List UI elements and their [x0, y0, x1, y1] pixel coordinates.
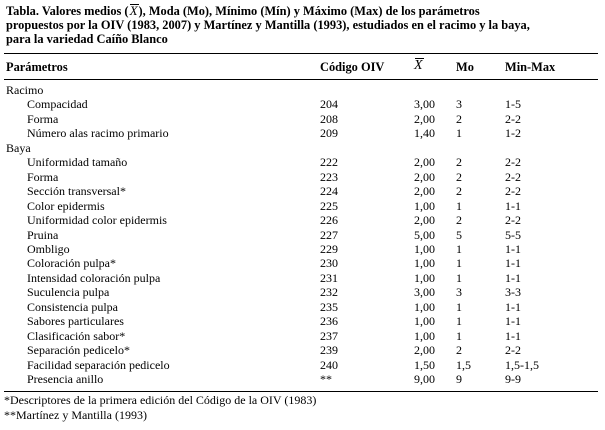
cell-mo: 1 [456, 241, 462, 256]
cell-parametro: Número alas racimo primario [27, 126, 169, 141]
header-bottom-rule [4, 79, 598, 80]
cell-parametro: Sabores particulares [27, 314, 124, 329]
cell-min-max: 9-9 [505, 372, 521, 386]
cell-codigo-oiv: ** [320, 372, 332, 386]
cell-min-max: 5-5 [505, 227, 521, 242]
cell-mean: 1,00 [414, 198, 435, 213]
cell-codigo-oiv: 232 [320, 285, 338, 300]
table-row [0, 372, 605, 386]
table-row [0, 97, 605, 111]
cell-min-max: 1-1 [505, 314, 521, 329]
table-row [0, 213, 605, 227]
cell-mo: 2 [456, 111, 462, 126]
cell-mo: 1 [456, 314, 462, 329]
cell-parametro: Intensidad coloración pulpa [27, 270, 161, 285]
cell-mean: 1,00 [414, 299, 435, 314]
footnote-1: *Descriptores de la primera edición del Código de la OIV (1983) [4, 393, 317, 407]
cell-mo: 5 [456, 227, 462, 242]
cell-parametro: Ombligo [27, 241, 70, 256]
caption-line-2: propuestos por la OIV (1983, 2007) y Martínez y Mantilla (1993), estudiados en el racimo y la baya, [6, 18, 530, 33]
caption-text-b: ), Moda (Mo), Mínimo (Mín) y Máximo (Max) de los parámetros [138, 4, 480, 18]
cell-codigo-oiv: 227 [320, 227, 338, 242]
cell-mo: 1 [456, 270, 462, 285]
cell-mean: 5,00 [414, 227, 435, 242]
cell-codigo-oiv: 208 [320, 111, 338, 126]
cell-codigo-oiv: 229 [320, 241, 338, 256]
cell-codigo-oiv: 239 [320, 343, 338, 358]
mean-symbol: X [129, 3, 138, 18]
cell-mo: 2 [456, 184, 462, 199]
table-row [0, 242, 605, 256]
cell-codigo-oiv: 231 [320, 270, 338, 285]
cell-codigo-oiv: 223 [320, 169, 338, 184]
cell-parametro: Compacidad [27, 97, 88, 112]
cell-mo: 1 [456, 126, 462, 141]
cell-min-max: 1,5-1,5 [505, 357, 539, 372]
cell-mean: 1,00 [414, 314, 435, 329]
table-row [0, 285, 605, 299]
header-codigo-oiv: Código OIV [320, 60, 385, 74]
cell-mo: 1 [456, 256, 462, 271]
cell-mo: 1 [456, 299, 462, 314]
header-mean-symbol: X [414, 58, 423, 73]
cell-mean: 2,00 [414, 169, 435, 184]
cell-mo: 2 [456, 155, 462, 170]
cell-mean: 1,40 [414, 126, 435, 141]
cell-mo: 2 [456, 213, 462, 228]
table-row [0, 358, 605, 372]
cell-mo: 2 [456, 169, 462, 184]
group-label: Baya [6, 140, 31, 155]
cell-codigo-oiv: 237 [320, 328, 338, 343]
table-row [0, 228, 605, 242]
cell-mean: 1,00 [414, 328, 435, 343]
cell-codigo-oiv: 224 [320, 184, 338, 199]
footnote-2: **Martínez y Mantilla (1993) [4, 408, 147, 422]
cell-parametro: Consistencia pulpa [27, 299, 118, 314]
group-row [0, 141, 605, 155]
cell-min-max: 2-2 [505, 213, 521, 228]
group-label: Racimo [6, 83, 44, 97]
table-row [0, 271, 605, 285]
cell-mo: 3 [456, 97, 462, 112]
cell-mean: 1,00 [414, 256, 435, 271]
table-row [0, 314, 605, 328]
group-row [0, 83, 605, 97]
cell-min-max: 2-2 [505, 343, 521, 358]
cell-parametro: Clasificación sabor* [27, 328, 126, 343]
table-row [0, 256, 605, 270]
cell-min-max: 1-1 [505, 241, 521, 256]
cell-mean: 9,00 [414, 372, 435, 386]
cell-min-max: 1-1 [505, 256, 521, 271]
cell-min-max: 1-1 [505, 299, 521, 314]
table-row [0, 155, 605, 169]
caption-text-a: Tabla. Valores medios ( [6, 4, 129, 18]
table-row [0, 343, 605, 357]
cell-codigo-oiv: 222 [320, 155, 338, 170]
cell-mean: 2,00 [414, 155, 435, 170]
cell-codigo-oiv: 236 [320, 314, 338, 329]
table-row [0, 126, 605, 140]
cell-codigo-oiv: 230 [320, 256, 338, 271]
cell-mean: 3,00 [414, 285, 435, 300]
cell-codigo-oiv: 226 [320, 213, 338, 228]
table-caption [6, 4, 601, 47]
cell-min-max: 1-2 [505, 126, 521, 141]
cell-codigo-oiv: 240 [320, 357, 338, 372]
header-min-max: Min-Max [505, 60, 556, 74]
table-row [0, 300, 605, 314]
cell-parametro: Presencia anillo [27, 372, 104, 386]
cell-min-max: 1-1 [505, 270, 521, 285]
cell-parametro: Sección transversal* [27, 184, 126, 199]
table-row [0, 112, 605, 126]
cell-min-max: 2-2 [505, 111, 521, 126]
cell-parametro: Forma [27, 169, 59, 184]
table-row [0, 170, 605, 184]
cell-mo: 3 [456, 285, 462, 300]
cell-parametro: Forma [27, 111, 59, 126]
cell-mean: 1,00 [414, 270, 435, 285]
cell-mean: 1,00 [414, 241, 435, 256]
cell-parametro: Separación pedicelo* [27, 343, 130, 358]
cell-mean: 2,00 [414, 111, 435, 126]
cell-mean: 2,00 [414, 213, 435, 228]
cell-parametro: Suculencia pulpa [27, 285, 110, 300]
cell-codigo-oiv: 225 [320, 198, 338, 213]
cell-parametro: Coloración pulpa* [27, 256, 116, 271]
cell-mo: 1 [456, 198, 462, 213]
cell-codigo-oiv: 209 [320, 126, 338, 141]
header-mo: Mo [456, 60, 474, 74]
cell-parametro: Pruina [27, 227, 59, 242]
table-row [0, 184, 605, 198]
header-parametros: Parámetros [6, 60, 68, 74]
cell-mo: 1 [456, 328, 462, 343]
cell-min-max: 2-2 [505, 155, 521, 170]
cell-codigo-oiv: 204 [320, 97, 338, 112]
cell-mo: 2 [456, 343, 462, 358]
cell-min-max: 1-1 [505, 328, 521, 343]
cell-parametro: Uniformidad color epidermis [27, 213, 167, 228]
table-bottom-rule [4, 391, 598, 392]
table-top-rule [4, 53, 598, 54]
cell-codigo-oiv: 235 [320, 299, 338, 314]
header-mean [414, 58, 423, 74]
cell-mean: 1,50 [414, 357, 435, 372]
cell-min-max: 1-5 [505, 97, 521, 112]
table-row [0, 199, 605, 213]
cell-mean: 2,00 [414, 343, 435, 358]
cell-mo: 1,5 [456, 357, 471, 372]
caption-line-3: para la variedad Caíño Blanco [6, 32, 168, 47]
cell-min-max: 1-1 [505, 198, 521, 213]
cell-parametro: Color epidermis [27, 198, 105, 213]
caption-line-1 [6, 4, 601, 18]
cell-parametro: Uniformidad tamaño [27, 155, 128, 170]
cell-min-max: 2-2 [505, 169, 521, 184]
table-row [0, 329, 605, 343]
cell-mean: 3,00 [414, 97, 435, 112]
cell-mean: 2,00 [414, 184, 435, 199]
cell-min-max: 3-3 [505, 285, 521, 300]
cell-parametro: Facilidad separación pedicelo [27, 357, 170, 372]
cell-min-max: 2-2 [505, 184, 521, 199]
cell-mo: 9 [456, 372, 462, 386]
